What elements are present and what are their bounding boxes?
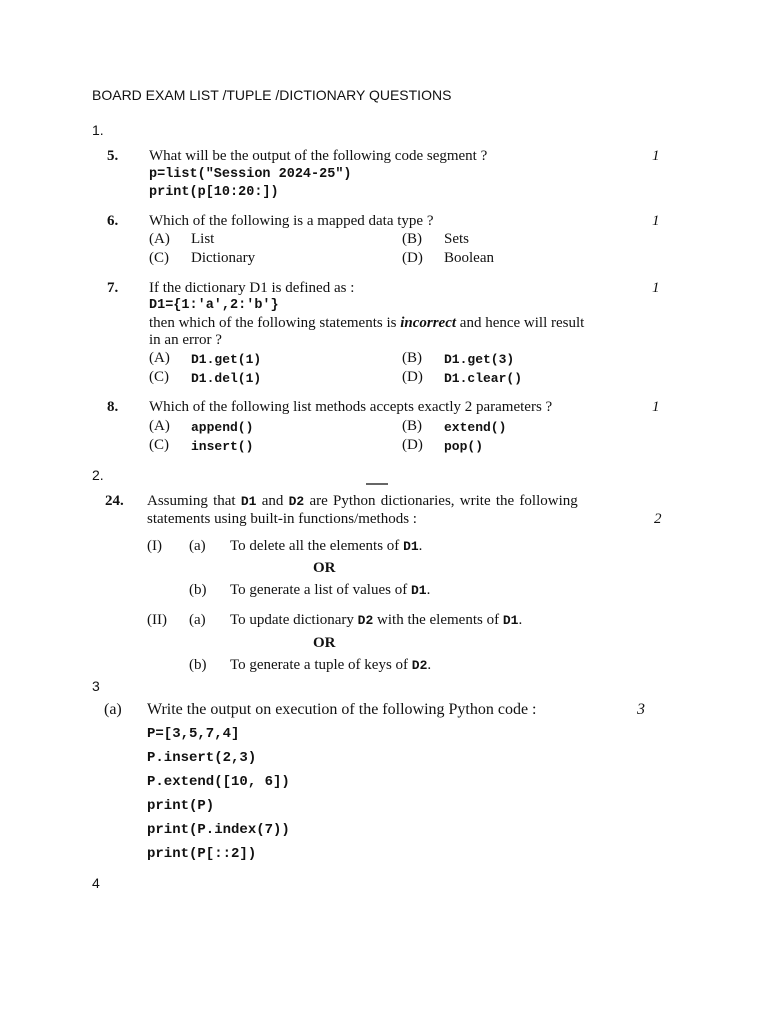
or-separator: OR (313, 560, 336, 576)
question-marks: 1 (652, 148, 660, 164)
part-roman: (II) (147, 612, 167, 628)
option-label: (C) (149, 369, 169, 385)
code-line: print(p[10:20:]) (149, 185, 279, 200)
sub-question: To generate a list of values of D1. (230, 582, 431, 598)
question-text: Which of the following is a mapped data type ? (149, 213, 434, 229)
question-number: 6. (107, 213, 119, 229)
option-text: Dictionary (191, 250, 256, 266)
question-marks: 1 (652, 280, 660, 296)
inline-code: D1 (403, 539, 419, 554)
code-line: P=[3,5,7,4] (147, 726, 240, 742)
part-roman: (I) (147, 538, 162, 554)
option-label: (A) (149, 418, 170, 434)
inline-code: D1 (410, 583, 427, 598)
option-code: extend() (444, 420, 507, 435)
page-title: BOARD EXAM LIST /TUPLE /DICTIONARY QUESTIONS (92, 87, 452, 103)
option-code: append() (191, 420, 254, 435)
question-marks: 3 (637, 701, 645, 718)
question-number: 5. (107, 148, 119, 164)
question-text: What will be the output of the following code segment ? (149, 148, 488, 164)
code-line: P.extend([10, 6]) (147, 774, 290, 790)
section-label-3: 3 (92, 678, 100, 694)
code-line: p=list("Session 2024-25") (149, 167, 352, 182)
option-label: (B) (402, 418, 422, 434)
question-number: 8. (107, 399, 119, 415)
option-label: (C) (149, 437, 169, 453)
option-code: D1.clear() (444, 371, 523, 386)
scan-mark (366, 483, 388, 485)
sub-question: To delete all the elements of D1. (230, 538, 423, 554)
sub-label: (b) (189, 582, 207, 598)
option-text: List (191, 231, 215, 247)
option-label: (C) (149, 250, 169, 266)
inline-code: D1 (502, 613, 519, 628)
question-text-line: statements using built-in functions/methods : (147, 511, 417, 527)
question-number: 24. (105, 493, 124, 509)
code-line: P.insert(2,3) (147, 750, 257, 766)
option-label: (A) (149, 231, 170, 247)
option-text: Sets (444, 231, 470, 247)
option-code: D1.get(1) (191, 352, 262, 367)
emphasis-text: incorrect (400, 315, 457, 331)
question-text-line: Assuming that D1 and D2 are Python dictionaries, write the following (147, 493, 578, 509)
section-label-4: 4 (92, 875, 100, 891)
question-marks: 2 (654, 511, 662, 527)
option-code: insert() (191, 439, 254, 454)
option-label: (B) (402, 350, 422, 366)
code-line: D1={1:'a',2:'b'} (149, 298, 279, 313)
sub-label: (a) (189, 612, 206, 628)
code-line: print(P[::2]) (147, 846, 257, 862)
option-code: D1.del(1) (191, 371, 262, 386)
question-text-line: then which of the following statements is incorrect and hence will result (149, 315, 585, 331)
option-label: (D) (402, 250, 423, 266)
option-label: (D) (402, 437, 423, 453)
question-text-line: in an error ? (149, 332, 222, 348)
option-code: D1.get(3) (444, 352, 515, 367)
code-line: print(P) (147, 798, 215, 814)
inline-code: D1 (240, 494, 257, 509)
question-text: Write the output on execution of the following Python code : (147, 701, 537, 718)
sub-label: (b) (189, 657, 207, 673)
option-text: Boolean (444, 250, 494, 266)
sub-label: (a) (104, 701, 122, 718)
inline-code: D2 (357, 613, 374, 628)
option-label: (B) (402, 231, 422, 247)
question-text: If the dictionary D1 is defined as : (149, 280, 355, 296)
inline-code: D2 (411, 658, 428, 673)
option-label: (D) (402, 369, 423, 385)
sub-label: (a) (189, 538, 206, 554)
code-line: print(P.index(7)) (147, 822, 290, 838)
option-code: pop() (444, 439, 484, 454)
question-text: Which of the following list methods accepts exactly 2 parameters ? (149, 399, 553, 415)
sub-question: To generate a tuple of keys of D2. (230, 657, 432, 673)
or-separator: OR (313, 635, 336, 651)
inline-code: D2 (288, 494, 305, 509)
option-label: (A) (149, 350, 170, 366)
sub-question: To update dictionary D2 with the elements of D1. (230, 612, 523, 628)
question-marks: 1 (652, 399, 660, 415)
question-marks: 1 (652, 213, 660, 229)
section-label-2: 2. (92, 467, 104, 483)
question-number: 7. (107, 280, 119, 296)
section-label-1: 1. (92, 122, 104, 138)
